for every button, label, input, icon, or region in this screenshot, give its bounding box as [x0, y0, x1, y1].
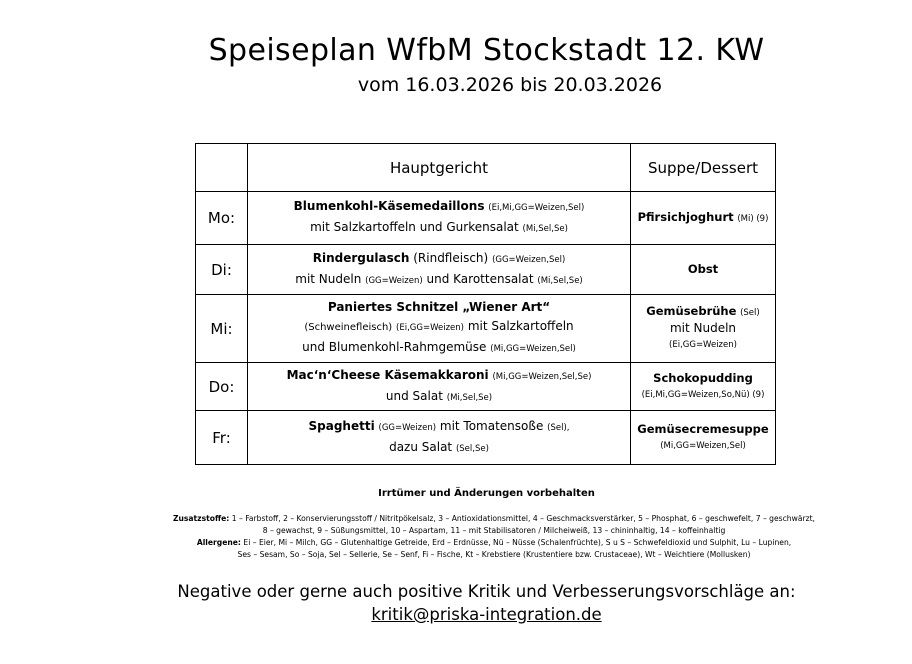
- soup-dessert-cell: [631, 192, 776, 245]
- soup-dessert-cell: [631, 245, 776, 295]
- day-label: Fr:: [196, 411, 248, 465]
- table-row-wednesday: [196, 295, 776, 363]
- allergen-codes: (GG=Weizen): [378, 422, 437, 433]
- dish-note: (Schweinefleisch): [304, 322, 393, 333]
- soup-name: Gemüsebrühe: [646, 304, 737, 318]
- allergen-codes: (Mi,Sel,Se): [446, 392, 493, 403]
- dessert-name: Schokopudding: [653, 370, 753, 385]
- allergen-codes: (Mi,Sel,Se): [522, 224, 568, 234]
- dish-side: dazu Salat: [389, 439, 453, 454]
- main-dish-cell: [248, 192, 631, 245]
- soup-dessert-cell: [631, 363, 776, 411]
- allergen-codes: (Ei,Mi,GG=Weizen,Sel): [488, 203, 585, 213]
- allergen-codes: (Ei,GG=Weizen): [396, 323, 464, 333]
- allergen-codes: (Sel): [740, 308, 760, 318]
- additives-line: [118, 513, 870, 525]
- main-dish-cell: [248, 411, 631, 465]
- dish-side: mit Salzkartoffeln: [467, 319, 574, 333]
- day-label: Mo:: [196, 192, 248, 245]
- dish-name: Mac‘n‘Cheese Käsemakkaroni: [286, 367, 489, 382]
- dish-name: Blumenkohl-Käsemedaillons: [293, 199, 485, 213]
- additives-text: 1 – Farbstoff, 2 – Konservierungsstoff / Nitritpökelsalz, 3 – Antioxidationsmittel, 4 – Geschmacksverstärker, 5 – Phosphat, 6 – geschwefelt, 7 – geschwärzt,: [231, 514, 815, 523]
- soup-dessert-cell: [631, 411, 776, 465]
- dish-name: Spaghetti: [308, 418, 375, 433]
- dish-side: mit Salzkartoffeln und Gurkensalat: [310, 220, 519, 234]
- soup-side: mit Nudeln: [669, 321, 737, 335]
- allergens-text: Ei – Eier, Mi – Milch, GG – Glutenhaltige Getreide, Erd – Erdnüsse, Nü – Nüsse (Schalenfrüchte), S u S – Schwefeldioxid und Sulphit, Lu – Lupinen,: [243, 538, 792, 547]
- legend: [118, 513, 870, 561]
- allergen-codes: (Ei,GG=Weizen): [669, 340, 737, 350]
- allergen-codes: (Mi,GG=Weizen,Sel,Se): [492, 371, 592, 382]
- allergen-codes: (GG=Weizen,Sel): [492, 254, 566, 265]
- allergen-codes: (Mi,Sel,Se): [537, 275, 583, 286]
- dish-name: Rindergulasch: [312, 250, 410, 265]
- allergen-codes: (Ei,Mi,GG=Weizen,So,Nü) (9): [641, 389, 765, 400]
- dish-name: Paniertes Schnitzel „Wiener Art“: [327, 300, 551, 314]
- table-row-friday: [196, 411, 776, 465]
- main-dish-cell: [248, 363, 631, 411]
- day-label: Mi:: [196, 295, 248, 363]
- page-title: Speiseplan WfbM Stockstadt 12. KW: [208, 33, 765, 68]
- allergen-codes: (Mi) (9): [737, 213, 769, 224]
- day-label: Do:: [196, 363, 248, 411]
- table-header-row: [196, 144, 776, 192]
- table-row-tuesday: [196, 245, 776, 295]
- header-main-dish: Hauptgericht: [248, 144, 631, 192]
- additives-text: 8 – gewachst, 9 – Süßungsmittel, 10 – Aspartam, 11 – mit Stabilisatoren / Milcheiweiß, 13 – chininhaltig, 14 – koffeinhaltig: [262, 526, 726, 535]
- table-row-thursday: [196, 363, 776, 411]
- allergen-codes: (Sel,Se): [455, 443, 489, 454]
- allergen-codes: (Mi,GG=Weizen,Sel): [490, 344, 576, 354]
- table-row-monday: [196, 192, 776, 245]
- dish-note: (Rindfleisch): [413, 250, 489, 265]
- header-soup-dessert: Suppe/Dessert: [631, 144, 776, 192]
- dish-side: und Blumenkohl-Rahmgemüse: [302, 340, 487, 354]
- allergens-label: Allergene:: [196, 538, 241, 547]
- menu-table: [195, 143, 776, 465]
- allergens-line: [118, 537, 870, 549]
- header-day-cell: [196, 144, 248, 192]
- disclaimer: Irrtümer und Änderungen vorbehalten: [378, 488, 595, 499]
- feedback-email-row: [0, 605, 912, 624]
- dish-side: und Karottensalat: [426, 271, 534, 286]
- date-range: vom 16.03.2026 bis 20.03.2026: [357, 74, 663, 96]
- dessert-name: Obst: [687, 262, 719, 276]
- soup-name: Gemüsecremesuppe: [637, 421, 769, 436]
- soup-dessert-cell: [631, 295, 776, 363]
- main-dish-cell: [248, 295, 631, 363]
- allergens-text: Ses – Sesam, So – Soja, Sel – Sellerie, Se – Senf, Fi – Fische, Kt – Krebstiere (Krustentiere bzw. Crustaceae), Wt – Weichtiere (Mollusken): [237, 550, 751, 559]
- dessert-name: Pfirsichjoghurt: [637, 209, 734, 224]
- additives-label: Zusatzstoffe:: [173, 514, 230, 523]
- allergen-codes: (Mi,GG=Weizen,Sel): [660, 440, 746, 451]
- dish-side: mit Tomatensoße: [439, 418, 544, 433]
- feedback-text: Negative oder gerne auch positive Kritik und Verbesserungsvorschläge an:: [177, 582, 796, 601]
- dish-side: und Salat: [385, 388, 443, 403]
- feedback-email-link[interactable]: kritik@priska-integration.de: [371, 605, 602, 624]
- allergen-codes: (GG=Weizen): [365, 275, 423, 286]
- main-dish-cell: [248, 245, 631, 295]
- day-label: Di:: [196, 245, 248, 295]
- dish-side: mit Nudeln: [295, 271, 362, 286]
- allergen-codes: (Sel),: [547, 422, 570, 433]
